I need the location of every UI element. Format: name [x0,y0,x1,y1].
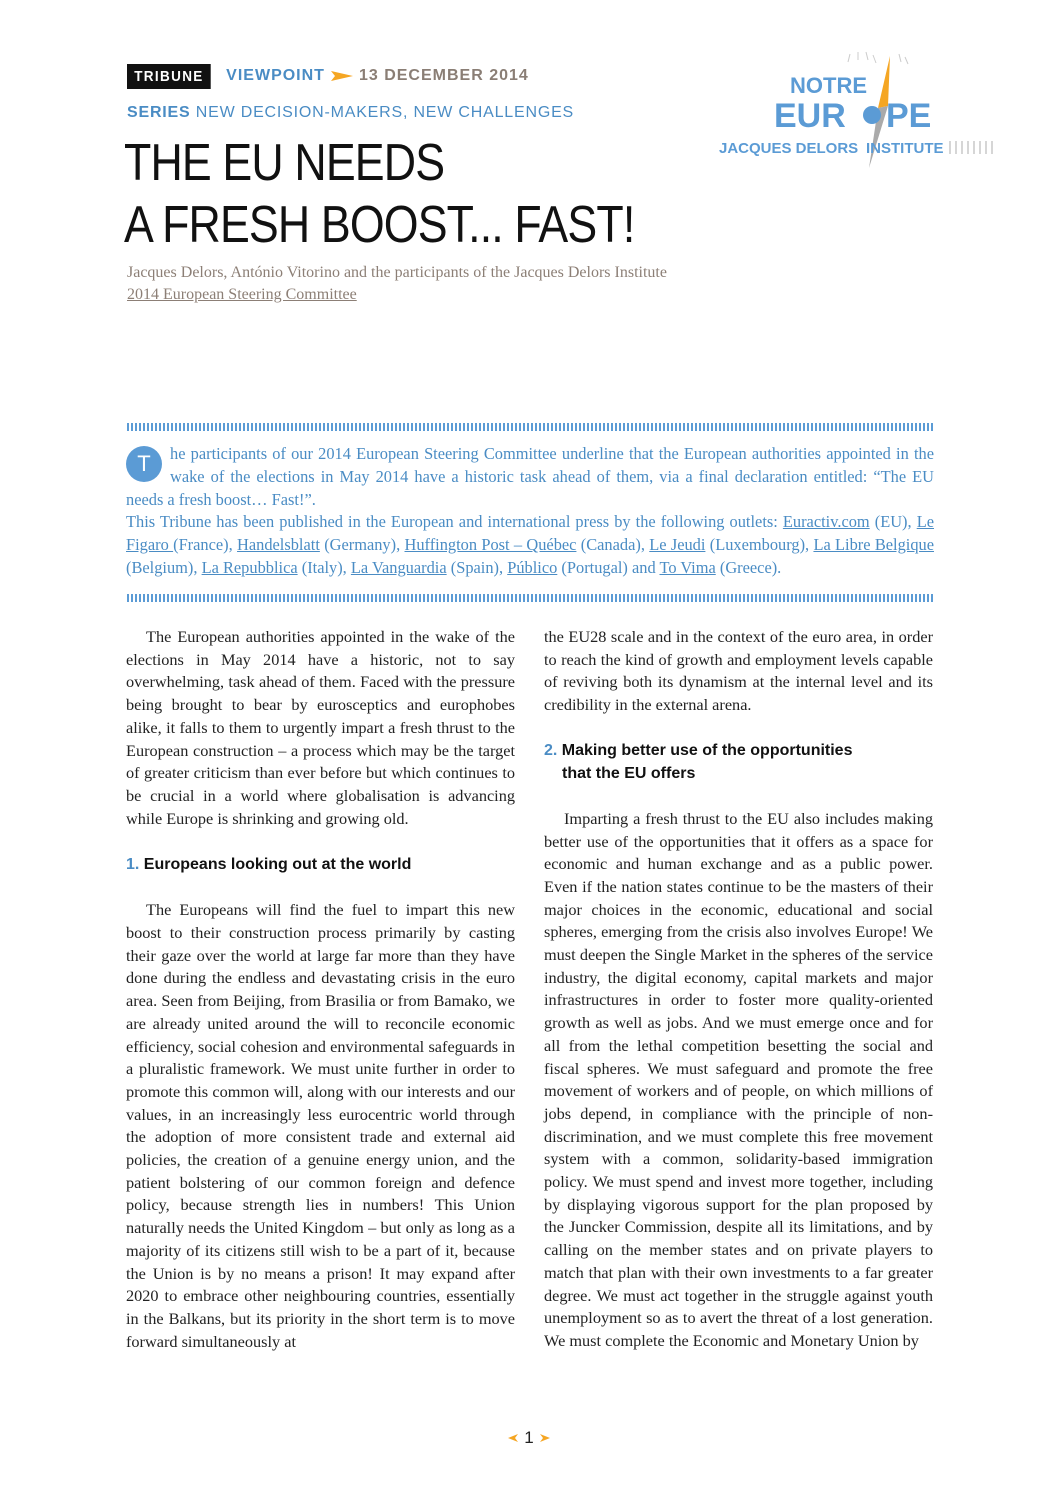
intro-text-1: he participants of our 2014 European Steering Committee underline that the European authorities appointed in the wake of the elections in May 2014 have a historic task ahead of them, via a final declaration entitled: “The EU needs a fresh boost… Fast!”. [126,444,934,509]
paragraph: Imparting a fresh thrust to the EU also includes making better use of the opportunities that it offers as a space for economic and human exchange and as a public power. Even if the nation states continue to be the masters of their major choices in the economic, educational and social spheres, emerging from the crisis also involves Europe! We must deepen the Single Market in the spheres of the service industry, the digital economy, capital markets and major infrastructures in order to foster more quality-oriented growth as well as jobs. And we must emerge once and for all from the lethal competition besetting the social and fiscal spheres. We must safeguard and promote the free movement of workers and of people, on which millions of jobs depend, in compliance with the principle of non-discrimination, and we must complete this free movement system with a common, solidarity-based immigration policy. We must spend and invest more together, including by displaying vigorous support for the plan proposed by the Juncker Commission, despite all its limitations, and by calling on the member states and on private players to match that plan with their own investments to a far greater degree. We must act together in the struggle against youth unemployment so as to avert the threat of a lost generation. We must complete the Economic and Monetary Union by [544,808,933,1350]
outlet-link[interactable]: La Vanguardia [350,557,447,577]
arrow-right-icon [540,1434,550,1442]
outlet-link[interactable]: To Vima [659,557,716,577]
section-heading-1 [126,853,515,876]
section-title-a: Making better use of the opportunities [561,741,853,759]
outlet-country: (Belgium), [126,557,198,577]
arrow-right-icon [331,69,353,83]
outlet-link[interactable]: Huffington Post – Québec [404,535,577,555]
column-right [544,626,933,1353]
arrow-left-icon [508,1434,518,1442]
publication-date: 13 DECEMBER 2014 [358,67,529,84]
logo-notre: NOTRE [790,73,867,98]
outlet-link[interactable]: Le Jeudi [649,535,706,555]
logo-eur: EUR [774,97,846,135]
section-title-b: that the EU offers [562,764,696,782]
intro-block [126,443,934,580]
title-line-2: A FRESH BOOST... FAST! [124,196,635,254]
page-number-value: 1 [524,1428,534,1447]
logo-institute-left: JACQUES DELORS [719,140,859,157]
outlet-link[interactable]: La Libre Belgique [813,535,934,555]
intro-text-2: This Tribune has been published in the European and international press by the following outlets: [126,512,778,532]
authors [127,262,847,306]
outlet-link[interactable]: La Repubblica [201,557,298,577]
paragraph: The Europeans will find the fuel to impart this new boost to their construction process primarily by casting their gaze over the world at large far more than they have done during the endless and devastating crisis in the euro area. Seen from Beijing, from Brasilia or from Bamako, we are already united around the will to reconcile economic efficiency, social cohesion and environmental safeguards in a pluralistic framework. We must unite further in order to promote this common will, along with our interests and our values, in an increasingly less eurocentric world through the adoption of more consistent trade and external aid policies, the creation of a genuine energy union, and the patient bolstering of our common foreign and defence policy, because strength lies in numbers! This Union naturally needs the United Kingdom – but only as long as a majority of its citizens still wish to be a part of it, because the Union is by no means a prison! It may expand after 2020 to embrace other neighbouring countries, essentially in the Balkans, but its priority in the short term is to move forward simultaneously at [126,900,515,1351]
outlet-country: (Luxembourg), [709,535,810,555]
paragraph: the EU28 scale and in the context of the euro area, in order to reach the kind of growth and employment levels capable of reviving both its dynamism at the internal level and its credibility in the external arena. [544,627,933,715]
outlet-country: (France), [173,535,233,555]
section-number: 2. [544,741,558,759]
outlet-country: (EU), [874,512,912,532]
outlet-country: (Spain), [450,557,504,577]
title-line-1: THE EU NEEDS [124,134,445,192]
series-line [127,104,574,122]
divider-top [127,423,933,431]
steering-committee-link[interactable]: 2014 European Steering Committee [127,286,357,303]
outlet-link[interactable]: Público [507,557,558,577]
outlet-link[interactable]: Handelsblatt [237,535,320,555]
outlet-country: (Germany), [324,535,401,555]
series-label: SERIES [127,104,191,121]
authors-text: Jacques Delors, António Vitorino and the participants of the Jacques Delors Institute [127,264,667,281]
paragraph: The European authorities appointed in the wake of the elections in May 2014 have a historic, not to say overwhelming, task ahead of them. Faced with the pressure being brought to bear by eurosceptics and europhobes alike, it falls to them to urgently impart a fresh thrust to the European construction – a process which may be the target of greater criticism than ever before but which continues to be crucial in a world where globalisation is advancing while Europe is shrinking and growing old. [126,627,515,828]
outlet-link[interactable]: Le Figaro [126,512,934,555]
section-title: Europeans looking out at the world [143,856,412,874]
notre-europe-logo [716,50,1006,175]
outlet-country: (Portugal) and [561,557,656,577]
dropcap: T [126,446,162,482]
outlet-country: (Canada), [580,535,645,555]
tribune-tag: TRIBUNE [127,64,211,89]
series-name: NEW DECISION-MAKERS, NEW CHALLENGES [195,104,575,121]
column-left [126,626,515,1353]
outlet-link[interactable]: Euractiv.com [782,512,870,532]
logo-institute-right: INSTITUTE [866,140,944,157]
page-title [124,132,634,256]
section-heading-2 [544,739,933,785]
logo-pe: PE [886,97,932,135]
page-number [500,1428,558,1448]
outlet-country: (Greece). [719,557,782,577]
viewpoint-label: VIEWPOINT [226,67,325,84]
section-number: 1. [126,856,140,874]
outlet-country: (Italy), [301,557,347,577]
header-meta [127,62,529,90]
divider-bottom [127,594,933,602]
